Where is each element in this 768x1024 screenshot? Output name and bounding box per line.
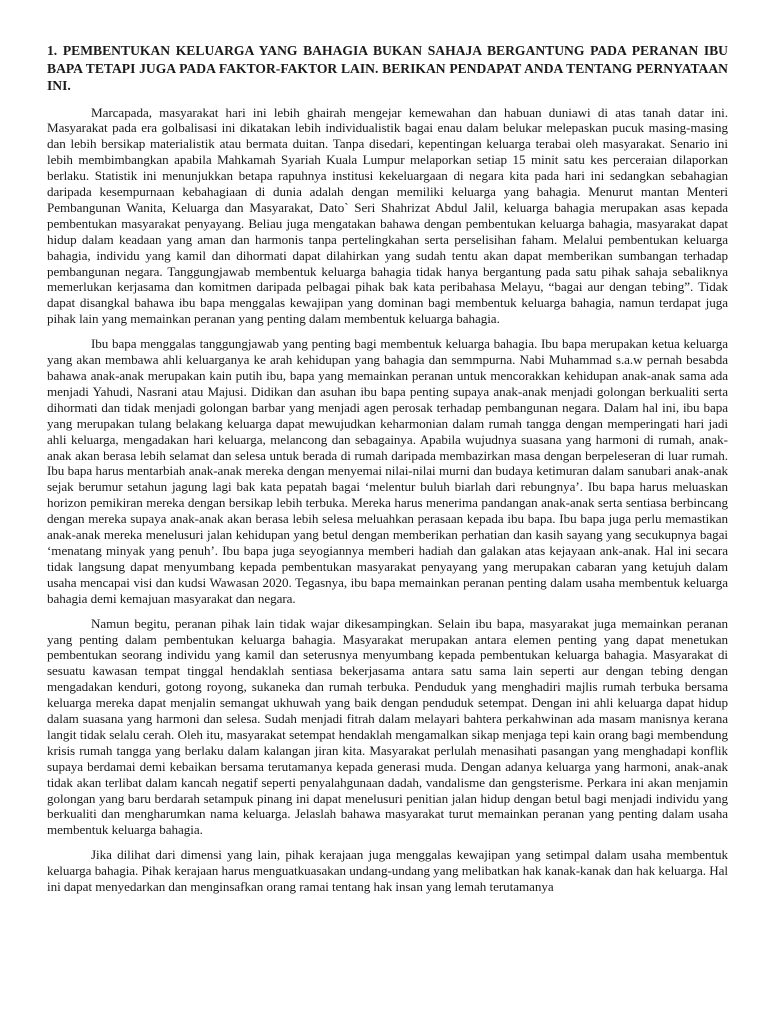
paragraph-introduction: Marcapada, masyarakat hari ini lebih ghairah mengejar kemewahan dan habuan duniawi di atas tanah datar ini. Masyarakat pada era golbalisasi ini dikatakan lebih individualistik bagai enau dalam belukar melepaskan pucuk masing-masing dan lebih bersikap materialistik atau bermata duitan. Tanpa disedari, kepentingan keluarga terabai oleh masyarakat. Senario ini lebih membimbangkan apabila Mahkamah Syariah Kuala Lumpur melaporkan setiap 15 minit satu kes perceraian dilaporkan berlaku. Statistik ini menunjukkan betapa rapuhnya institusi kekeluargaan di negara kita pada hari ini sedangkan sebahagian daripada kesempurnaan kebahagiaan di dunia adalah dengan memiliki keluarga yang bahagia. Menurut mantan Menteri Pembangunan Wanita, Keluarga dan Masyarakat, Dato` Seri Shahrizat Abdul Jalil, keluarga bahagia merupakan asas kepada pembentukan masyarakat penyayang. Beliau juga mengatakan bahawa dengan pembentukan keluarga bahagia, masyarakat dapat hidup dalam keadaan yang aman dan harmonis tanpa pertelingkahan serta perselisihan faham. Melalui pembentukan keluarga bahagia, individu yang kamil dan dihormati dapat dilahirkan yang sudah tentu akan dapat memberikan sumbangan terhadap pembangunan negara. Tanggungjawab membentuk keluarga bahagia tidak hanya bergantung pada satu pihak sahaja sebaliknya memerlukan kerjasama dan komitmen daripada pelbagai pihak bak kata peribahasa Melayu, “bagai aur dengan tebing”. Tidak dapat disangkal bahawa ibu bapa menggalas kewajipan yang dominan bagi membentuk keluarga bahagia, namun terdapat juga pihak lain yang memainkan peranan yang penting dalam membentuk keluarga bahagia.: [47, 104, 728, 327]
paragraph-community-role: Namun begitu, peranan pihak lain tidak wajar dikesampingkan. Selain ibu bapa, masyarakat juga memainkan peranan yang penting dalam pembentukan keluarga bahagia. Masyarakat merupakan antara elemen penting yang dapat menetukan pembentukan seorang individu yang kamil dan seterusnya menyumbang kepada pembentukan keluarga bahagia. Masyarakat di sesuatu kawasan tempat tinggal hendaklah sentiasa bekerjasama antara satu sama lain seperti aur dengan tebing dengan mengadakan kenduri, gotong royong, sukaneka dan rumah terbuka. Penduduk yang menghadiri majlis rumah terbuka bersama keluarga mereka dapat menjalin semangat ukhuwah yang baik dengan penduduk setempat. Dengan ini ahli keluarga dapat hidup dalam suasana yang harmoni dan selesa. Sudah menjadi fitrah dalam melayari bahtera perkahwinan ada masam manisnya kerana langit tidak selalu cerah. Oleh itu, masyarakat setempat hendaklah mengamalkan sikap menjaga tepi kain orang bagi membendung krisis rumah tangga yang berlaku dalam kalangan jiran kita. Masyarakat perlulah menasihati pasangan yang menghadapi konflik supaya berdamai demi kebaikan bersama terutamanya kepada generasi muda. Dengan adanya keluarga yang harmoni, anak-anak tidak akan terlibat dalam kancah negatif seperti penyalahgunaan dadah, vandalisme dan gengsterisme. Perkara ini akan menjamin golongan yang baru berdarah setampuk pinang ini dapat menelusuri penitian jalan hidup dengan betul bagi menjadi individu yang berkualiti dan mengharumkan nama keluarga. Jelaslah bahawa masyarakat turut memainkan peranan yang penting dalam usaha membentuk keluarga bahagia.: [47, 615, 728, 838]
paragraph-parents-role: Ibu bapa menggalas tanggungjawab yang penting bagi membentuk keluarga bahagia. Ibu bapa merupakan ketua keluarga yang akan membawa ahli keluarganya ke arah kehidupan yang bahagia dan semmpurna. Nabi Muhammad s.a.w pernah besabda bahawa anak-anak merupakan kain putih ibu, bapa yang memainkan peranan untuk mencorakkan kehidupan anak-anak sama ada menjadi Yahudi, Nasrani atau Majusi. Didikan dan asuhan ibu bapa penting supaya anak-anak menjadi golongan berkualiti serta dihormati dan tidak menjadi golongan barbar yang menjadi agen perosak terhadap pembangunan negara. Dalam hal ini, ibu bapa yang merupakan tulang belakang keluarga dapat mewujudkan keharmonian dalam rumah tangga dengan memperingati hari jadi ahli keluarga, mengadakan hari keluarga, melancong dan sebagainya. Apabila wujudnya suasana yang harmoni di rumah, anak-anak akan berasa lebih selamat dan selesa untuk berada di rumah daripada membazirkan masa dengan berpeleseran di luar rumah. Ibu bapa harus mentarbiah anak-anak mereka dengan menyemai nilai-nilai murni dan budaya ketimuran dalam sanubari anak-anak sejak berumur setahun jagung lagi bak kata pepatah bagai ‘melentur buluh biarlah dari rebungnya’. Ibu bapa harus meluaskan horizon pemikiran mereka dengan bersikap lebih terbuka. Mereka harus menerima pandangan anak-anak serta sentiasa berbincang dengan mereka supaya anak-anak akan berasa lebih selesa meluahkan perasaan kepada ibu bapa. Ibu bapa juga perlu memastikan anak-anak mereka menelusuri jalan kehidupan yang betul dengan memberikan perhatian dan kasih sayang yang secukupnya bagai ‘menatang minyak yang penuh’. Ibu bapa juga seyogiannya memberi hadiah dan galakan atas kejayaan ank-anak. Hal ini secara tidak langsung dapat menyumbang kepada pembentukan masyarakat penyayang yang merupakan cabaran yang ketujuh dalam usaha mencapai visi dan kudsi Wawasan 2020. Tegasnya, ibu bapa memainkan peranan penting dalam usaha membentuk keluarga bahagia demi kemajuan masyarakat dan negara.: [47, 336, 728, 606]
essay-question-heading: 1. PEMBENTUKAN KELUARGA YANG BAHAGIA BUKAN SAHAJA BERGANTUNG PADA PERANAN IBU BAPA TETAPI JUGA PADA FAKTOR-FAKTOR LAIN. BERIKAN PENDAPAT ANDA TENTANG PERNYATAAN INI.: [47, 43, 728, 93]
paragraph-government-role: Jika dilihat dari dimensi yang lain, pihak kerajaan juga menggalas kewajipan yang setimpal dalam usaha membentuk keluarga bahagia. Pihak kerajaan harus menguatkuasakan undang-undang yang melibatkan hak kanak-kanak dan hak keluarga. Hal ini dapat menyedarkan dan menginsafkan orang ramai tentang hak insan yang lemah terutamanya: [47, 847, 728, 895]
